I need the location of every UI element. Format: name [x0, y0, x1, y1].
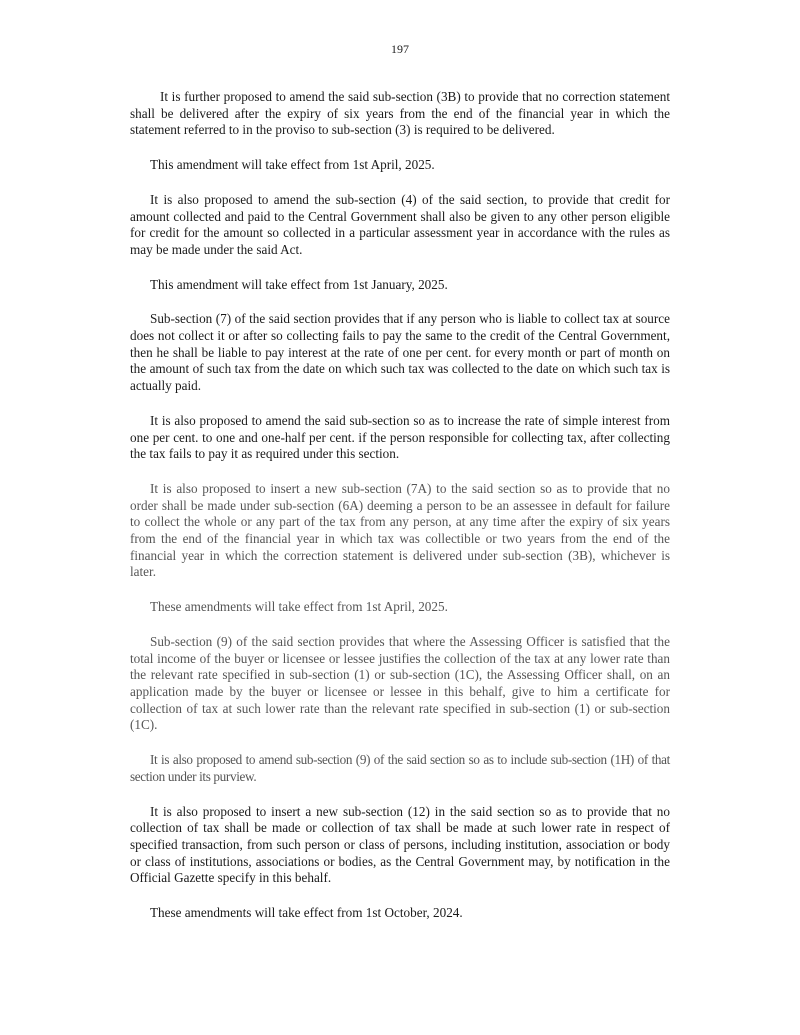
paragraph-subsection-1h: It is also proposed to amend sub-section (9) of the said section so as to include sub-section (1H) of that section under its purview.: [130, 752, 670, 784]
paragraph-interest-provision: Sub-section (7) of the said section provides that if any person who is liable to collect tax at source does not collect it or after so collecting fails to pay the same to the credit of the Central Government, then he shall be liable to pay interest at the rate of one per cent. for every month or part of month on the amount of such tax from the date on which such tax was collected to the date on which such tax is actually paid.: [130, 311, 670, 394]
paragraph-interest-rate-increase: It is also proposed to amend the said sub-section so as to increase the rate of simple interest from one per cent. to one and one-half per cent. if the person responsible for collecting tax, after collecting the tax fails to pay it as required under this section.: [130, 412, 670, 462]
paragraph-effective-date-october-2024: These amendments will take effect from 1st October, 2024.: [150, 905, 463, 921]
paragraph-credit-amendment: It is also proposed to amend the sub-section (4) of the said section, to provide that credit for amount collected and paid to the Central Government shall also be given to any other person eligible for credit for the amount so collected in a particular assessment year in accordance with the rules as may be made under the said Act.: [130, 191, 670, 257]
document-body: [130, 89, 670, 940]
paragraph-subsection-12: It is also proposed to insert a new sub-section (12) in the said section so as to provide that no collection of tax shall be made or collection of tax shall be made at such lower rate in respect of specified transaction, from such person or class of persons, including institution, association or body or class of institutions, associations or bodies, as the Central Government may, by notification in the Official Gazette specify in this behalf.: [130, 803, 670, 886]
paragraph-correction-statement: It is further proposed to amend the said sub-section (3B) to provide that no correction statement shall be delivered after the expiry of six years from the end of the financial year in which the statement referred to in the proviso to sub-section (3) is required to be delivered.: [130, 89, 670, 138]
page-number: 197: [391, 42, 409, 56]
paragraph-subsection-7a: It is also proposed to insert a new sub-section (7A) to the said section so as to provide that no order shall be made under sub-section (6A) deeming a person to be an assessee in default for failure to collect the whole or any part of the tax from any person, at any time after the expiry of six years from the end of the financial year in which tax was collectible or two years from the end of the financial year in which the correction statement is delivered under sub-section (3B), whichever is later.: [130, 480, 670, 580]
paragraph-effective-date-january-2025: This amendment will take effect from 1st January, 2025.: [150, 276, 448, 292]
paragraph-effective-date-april-2025-second: These amendments will take effect from 1st April, 2025.: [150, 599, 448, 615]
paragraph-subsection-9: Sub-section (9) of the said section provides that where the Assessing Officer is satisfied that the total income of the buyer or licensee or lessee justifies the collection of the tax at any lower rate than the relevant rate specified in sub-section (1) or sub-section (1C), the Assessing Officer shall, on an application made by the buyer or licensee or lessee in this behalf, give to him a certificate for collection of tax at such lower rate than the relevant rate specified in sub-section (1) or sub-section (1C).: [130, 633, 670, 733]
paragraph-effective-date-april-2025: This amendment will take effect from 1st April, 2025.: [150, 157, 435, 173]
